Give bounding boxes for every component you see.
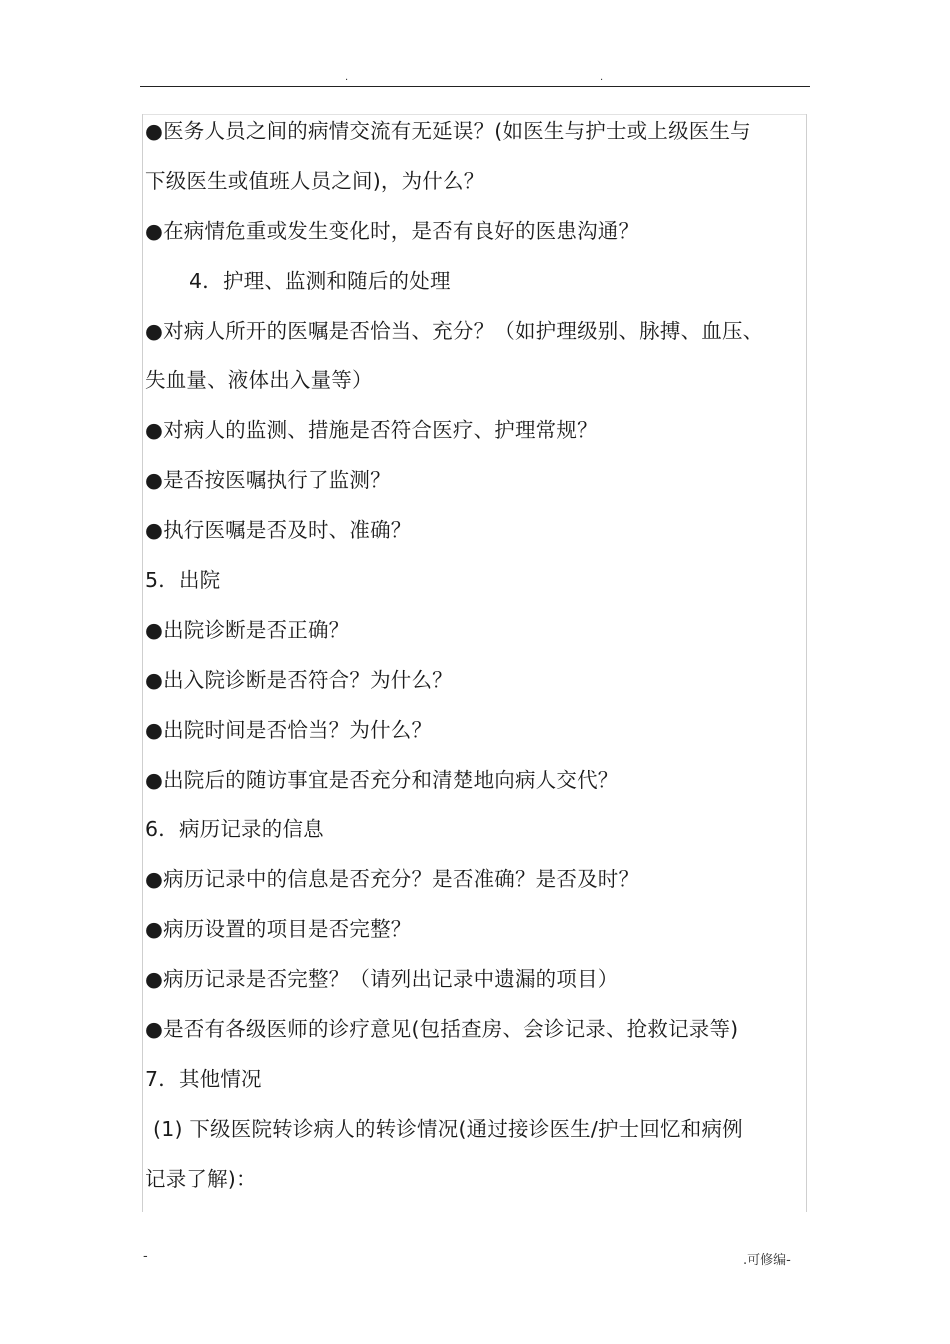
footer-left-mark: -: [143, 1249, 148, 1264]
section-heading: 6．病历记录的信息: [145, 817, 324, 842]
text-line: ●出院诊断是否正确？: [145, 617, 350, 642]
text-line: ●对病人的监测、措施是否符合医疗、护理常规？: [145, 418, 598, 443]
text-line: ●出院时间是否恰当？为什么？: [145, 717, 433, 742]
section-heading: 7．其他情况: [145, 1066, 262, 1091]
header-dot-left: .: [345, 72, 349, 83]
text-line: ●病历记录中的信息是否充分？是否准确？是否及时？: [145, 867, 640, 892]
text-line: ●执行医嘱是否及时、准确？: [145, 518, 412, 543]
text-line: (1) 下级医院转诊病人的转诊情况(通过接诊医生/护士回忆和病例: [153, 1116, 743, 1141]
section-heading: 4．护理、监测和随后的处理: [189, 268, 451, 293]
footer-editable-note: .可修编-: [743, 1253, 791, 1268]
text-line: 下级医生或值班人员之间)，为什么？: [145, 168, 485, 193]
header-dot-right: .: [600, 72, 604, 83]
text-frame-left: [142, 114, 143, 1212]
section-heading: 5．出院: [145, 568, 221, 593]
text-line: ●是否有各级医师的诊疗意见(包括查房、会诊记录、抢救记录等): [145, 1017, 739, 1042]
text-line: ●病历记录是否完整？（请列出记录中遗漏的项目）: [145, 967, 619, 992]
text-line: ●医务人员之间的病情交流有无延误？(如医生与护士或上级医生与: [145, 119, 751, 143]
text-line: ●在病情危重或发生变化时，是否有良好的医患沟通？: [145, 218, 640, 243]
text-line: 失血量、液体出入量等）: [145, 368, 373, 393]
text-line: ●病历设置的项目是否完整？: [145, 917, 412, 942]
text-line: 记录了解)：: [145, 1166, 257, 1191]
text-line: ●出院后的随访事宜是否充分和清楚地向病人交代？: [145, 767, 619, 792]
text-line: ●对病人所开的医嘱是否恰当、充分？（如护理级别、脉搏、血压、: [145, 318, 764, 343]
header-rule: [140, 86, 810, 87]
text-line: ●是否按医嘱执行了监测？: [145, 468, 391, 493]
document-body: [145, 107, 809, 1205]
text-line: ●出入院诊断是否符合？为什么？: [145, 667, 453, 692]
